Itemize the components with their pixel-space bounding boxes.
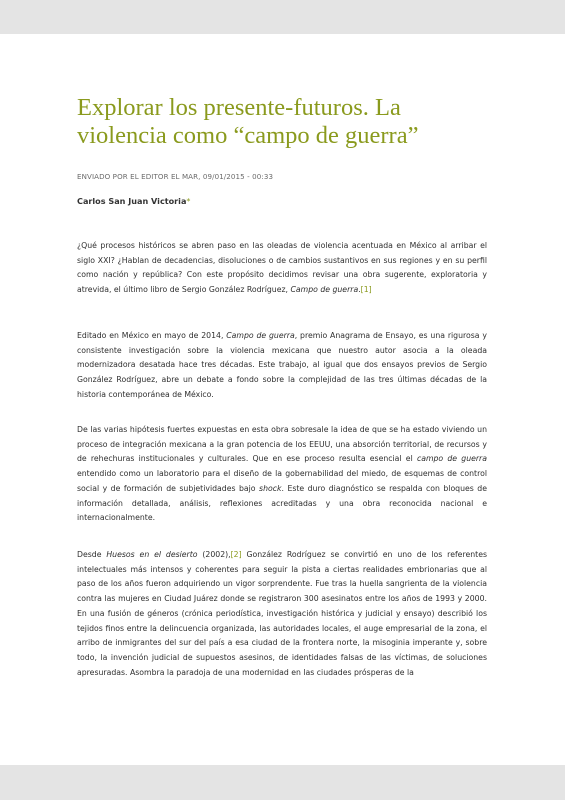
- footnote-link-2[interactable]: [2]: [230, 550, 242, 559]
- emphasis-text: campo de guerra: [416, 454, 487, 464]
- book-title: Campo de guerra: [226, 331, 295, 340]
- author-line: [77, 196, 487, 206]
- paragraph-text: entendido como un laboratorio para el diseño de la gobernabilidad del miedo, de esquemas de control social y de formación de subjetividades bajo: [77, 469, 487, 493]
- author-name: Carlos San Juan Victoria: [77, 196, 187, 206]
- footnote-link-1[interactable]: [1]: [360, 285, 372, 295]
- paragraph-text: De las varias hipótesis fuertes expuestas en esta obra sobresale la idea de que se ha estado viviendo un proceso de integración mexicana a la gran potencia de los EEUU, una absorción territorial, de recursos y de rehechuras institucionales y culturales. Que en ese proceso resulta esencial el: [77, 425, 487, 464]
- paragraph-text: Desde: [77, 550, 107, 559]
- paragraph-3: [77, 423, 487, 526]
- paragraph-2: [77, 329, 487, 403]
- paragraph-text: .: [358, 285, 361, 295]
- author-footnote-mark[interactable]: *: [186, 196, 191, 206]
- paragraph-4: [77, 548, 487, 680]
- paragraph-1: [77, 239, 487, 298]
- paragraph-text: ¿Qué procesos históricos se abren paso en las oleadas de violencia acentuada en México al arribar el siglo XXI? ¿Hablan de decadencias, disoluciones o de cambios sustantivos en sus regiones y en su perfil como nación y república? Con este propósito decidimos revisar una obra sugerente, exploratoria y atrevida, el último libro de Sergio González Rodríguez,: [77, 241, 487, 295]
- paragraph-text: González Rodríguez se convirtió en uno de los referentes intelectuales más intensos y coherentes para seguir la pista a ciertas realidades embrionarias que al paso de los años fueron adquiriendo un vigor sorprendente. Fue tras la huella sangrienta de la violencia contra las mujeres en Ciudad Juárez donde se registraron 300 asesinatos entre los años de 1993 y 2000. En una fusión de géneros (crónica periodística, investigación histórica y judicial y ensayo) describió los tejidos finos entre la delincuencia organizada, las autoridades locales, el auge empresarial de la zona, el arribo de inmigrantes del sur del país a esa ciudad de la frontera norte, la misoginia imperante y, sobre todo, la invención judicial de supuestos asesinos, de identidades falsas de las víctimas, de soluciones apresuradas. Asombra la paradoja de una modernidad en las ciudades prósperas de la: [77, 550, 487, 677]
- document-page: [0, 34, 565, 765]
- book-title: Huesos en el desierto: [106, 550, 198, 559]
- paragraph-text: . Este duro diagnóstico se respalda con bloques de información detallada, análisis, reflexiones acreditadas y una obra reconocida nacional e internacionalmente.: [77, 483, 487, 523]
- post-meta: ENVIADO POR EL EDITOR EL MAR, 09/01/2015 - 00:33: [77, 172, 274, 181]
- book-title: Campo de guerra: [290, 285, 359, 295]
- paragraph-text: (2002),: [197, 550, 231, 559]
- emphasis-text: shock: [259, 483, 282, 493]
- paragraph-text: , premio Anagrama de Ensayo, es una rigurosa y consistente investigación sobre la violencia mexicana que nuestro autor asocia a la oleada modernizadora desatada hace tres décadas. Este trabajo, al igual que dos ensayos previos de Sergio González Rodríguez, abre un debate a fondo sobre la complejidad de las tres últimas décadas de la historia contemporánea de México.: [77, 331, 487, 399]
- article-title: Explorar los presente-futuros. La violencia como “campo de guerra”: [77, 94, 419, 149]
- paragraph-text: Editado en México en mayo de 2014,: [77, 331, 227, 340]
